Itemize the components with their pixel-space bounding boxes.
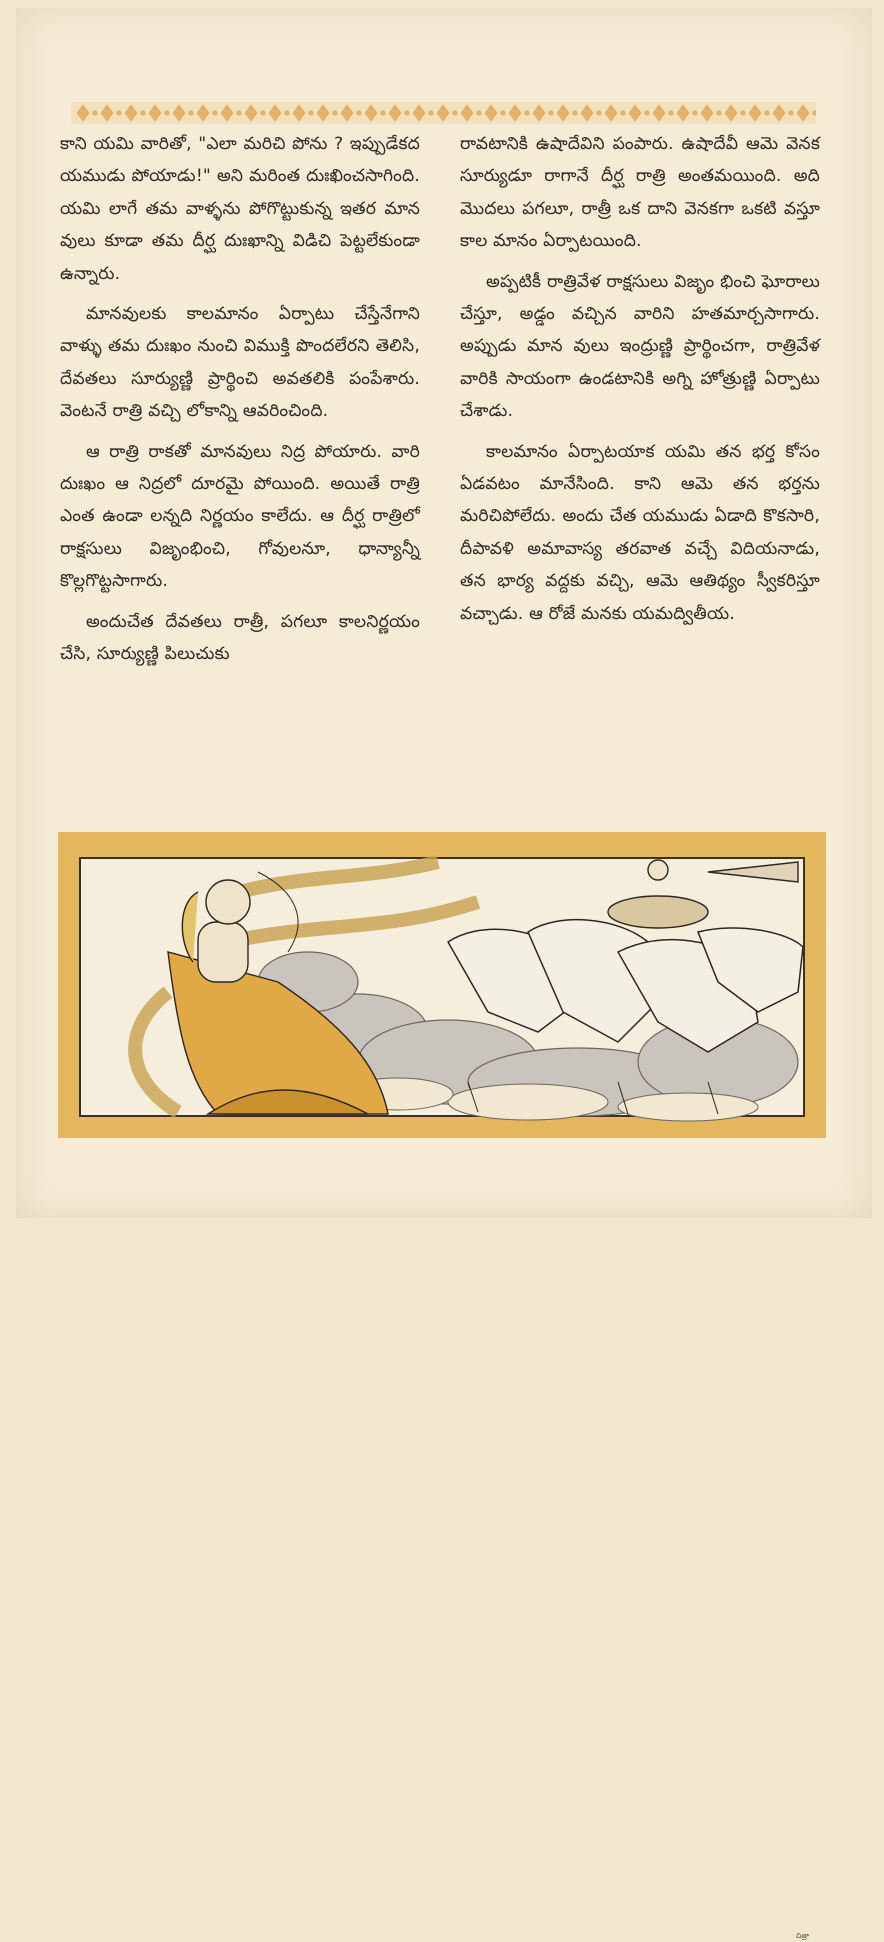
illustrator-signature: చిత్రా xyxy=(796,1932,810,1940)
ornament-dot-icon xyxy=(573,111,577,115)
ornament-dot-icon xyxy=(669,111,673,115)
ornament-dot-icon xyxy=(93,111,97,115)
ornament-dot-icon xyxy=(477,111,481,115)
ornament-dot-icon xyxy=(117,111,121,115)
ornament-dot-icon xyxy=(501,111,505,115)
illustration-panel xyxy=(58,832,826,1940)
ornament-dot-icon xyxy=(213,111,217,115)
ornament-dot-icon xyxy=(789,111,793,115)
text-columns xyxy=(60,128,820,818)
ornament-dot-icon xyxy=(741,111,745,115)
ornament-dot-icon xyxy=(813,111,816,115)
ornament-dot-icon xyxy=(645,111,649,115)
ornament-dot-icon xyxy=(597,111,601,115)
right-column xyxy=(460,128,820,818)
paragraph: కాలమానం ఏర్పాటయాక యమి తన భర్త కోసం ఏడవటం మానేసింది. కాని ఆమె తన భర్తను మరిచిపోలేదు. అందు చేత యముడు ఏడాది కొకసారి, దీపావళి అమావాస్య తరవాత వచ్చే విదియనాడు, తన భార్య వద్దకు వచ్చి, ఆమె ఆతిథ్యం స్వీకరిస్తూ వచ్చాడు. ఆ రోజే మనకు యమద్వితీయ. xyxy=(460,441,820,624)
ornament-dot-icon xyxy=(309,111,313,115)
paragraph: అప్పటికీ రాత్రివేళ రాక్షసులు విజృం భించి ఘోరాలు చేస్తూ, అడ్డం వచ్చిన వారిని హతమార్చసాగారు. అప్పుడు మాన వులు ఇంద్రుణ్ణి ప్రార్థించగా, రాత్రివేళ వారికి సాయంగా ఉండటానికి అగ్ని హోత్రుణ్ణి ఏర్పాటు చేశాడు. xyxy=(460,271,820,422)
paragraph: మానవులకు కాలమానం ఏర్పాటు చేస్తేనేగాని వాళ్ళు తమ దుఃఖం నుంచి విముక్తి పొందలేరని తెలిసి, దేవతలు సూర్యుణ్ణి ప్రార్థించి అవతలికి పంపేశారు. వెంటనే రాత్రి వచ్చి లోకాన్ని ఆవరించింది. xyxy=(60,304,420,422)
paragraph: కాని యమి వారితో, "ఎలా మరిచి పోను ? ఇప్పుడేకద యముడు పోయాడు!" అని మరింత దుఃఖించసాగింది. యమి లాగే తమ వాళ్ళను పోగొట్టుకున్న ఇతర మాన వులు కూడా తమ దీర్ఘ దుఃఖాన్ని విడిచి పెట్టలేకుండా ఉన్నారు. xyxy=(60,134,420,284)
ornament-dot-icon xyxy=(333,111,337,115)
paragraph: రావటానికి ఉషాదేవిని పంపారు. ఉషాదేవీ ఆమె వెనక సూర్యుడూ రాగానే దీర్ఘ రాత్రి అంతమయింది. అది మొదలు పగలూ, రాత్రీ ఒక దాని వెనకగా ఒకటి వస్తూ కాల మానం ఏర్పాటయింది. xyxy=(460,134,820,252)
ornament-dot-icon xyxy=(717,111,721,115)
ornament-dot-icon xyxy=(261,111,265,115)
ornamental-border-icon xyxy=(71,102,816,124)
ornament-dot-icon xyxy=(525,111,529,115)
ornament-dot-icon xyxy=(765,111,769,115)
ornament-dot-icon xyxy=(357,111,361,115)
ornament-dot-icon xyxy=(189,111,193,115)
ornament-dot-icon xyxy=(165,111,169,115)
ornament-dot-icon xyxy=(621,111,625,115)
paragraph: ఆ రాత్రి రాకతో మానవులు నిద్ర పోయారు. వారి దుఃఖం ఆ నిద్రలో దూరమై పోయింది. అయితే రాత్రి ఎంత ఉండా లన్నది నిర్ణయం కాలేదు. ఆ దీర్ఘ రాత్రిలో రాక్షసులు విజృంభించి, గోవులనూ, ధాన్యాన్నీ కొల్లగొట్టసాగారు. xyxy=(60,441,420,592)
ornament-dot-icon xyxy=(693,111,697,115)
ornament-dot-icon xyxy=(453,111,457,115)
left-column xyxy=(60,128,420,818)
ornament-dot-icon xyxy=(429,111,433,115)
ornament-dot-icon xyxy=(285,111,289,115)
usha-and-sun-chariot-illustration xyxy=(58,832,826,1138)
paragraph: అందుచేత దేవతలు రాత్రీ, పగలూ కాలనిర్ణయం చేసి, సూర్యుణ్ణి పిలుచుకు xyxy=(60,611,420,665)
ornament-dot-icon xyxy=(549,111,553,115)
ornament-dot-icon xyxy=(381,111,385,115)
ornament-dot-icon xyxy=(141,111,145,115)
ornament-dot-icon xyxy=(237,111,241,115)
ornament-dot-icon xyxy=(405,111,409,115)
